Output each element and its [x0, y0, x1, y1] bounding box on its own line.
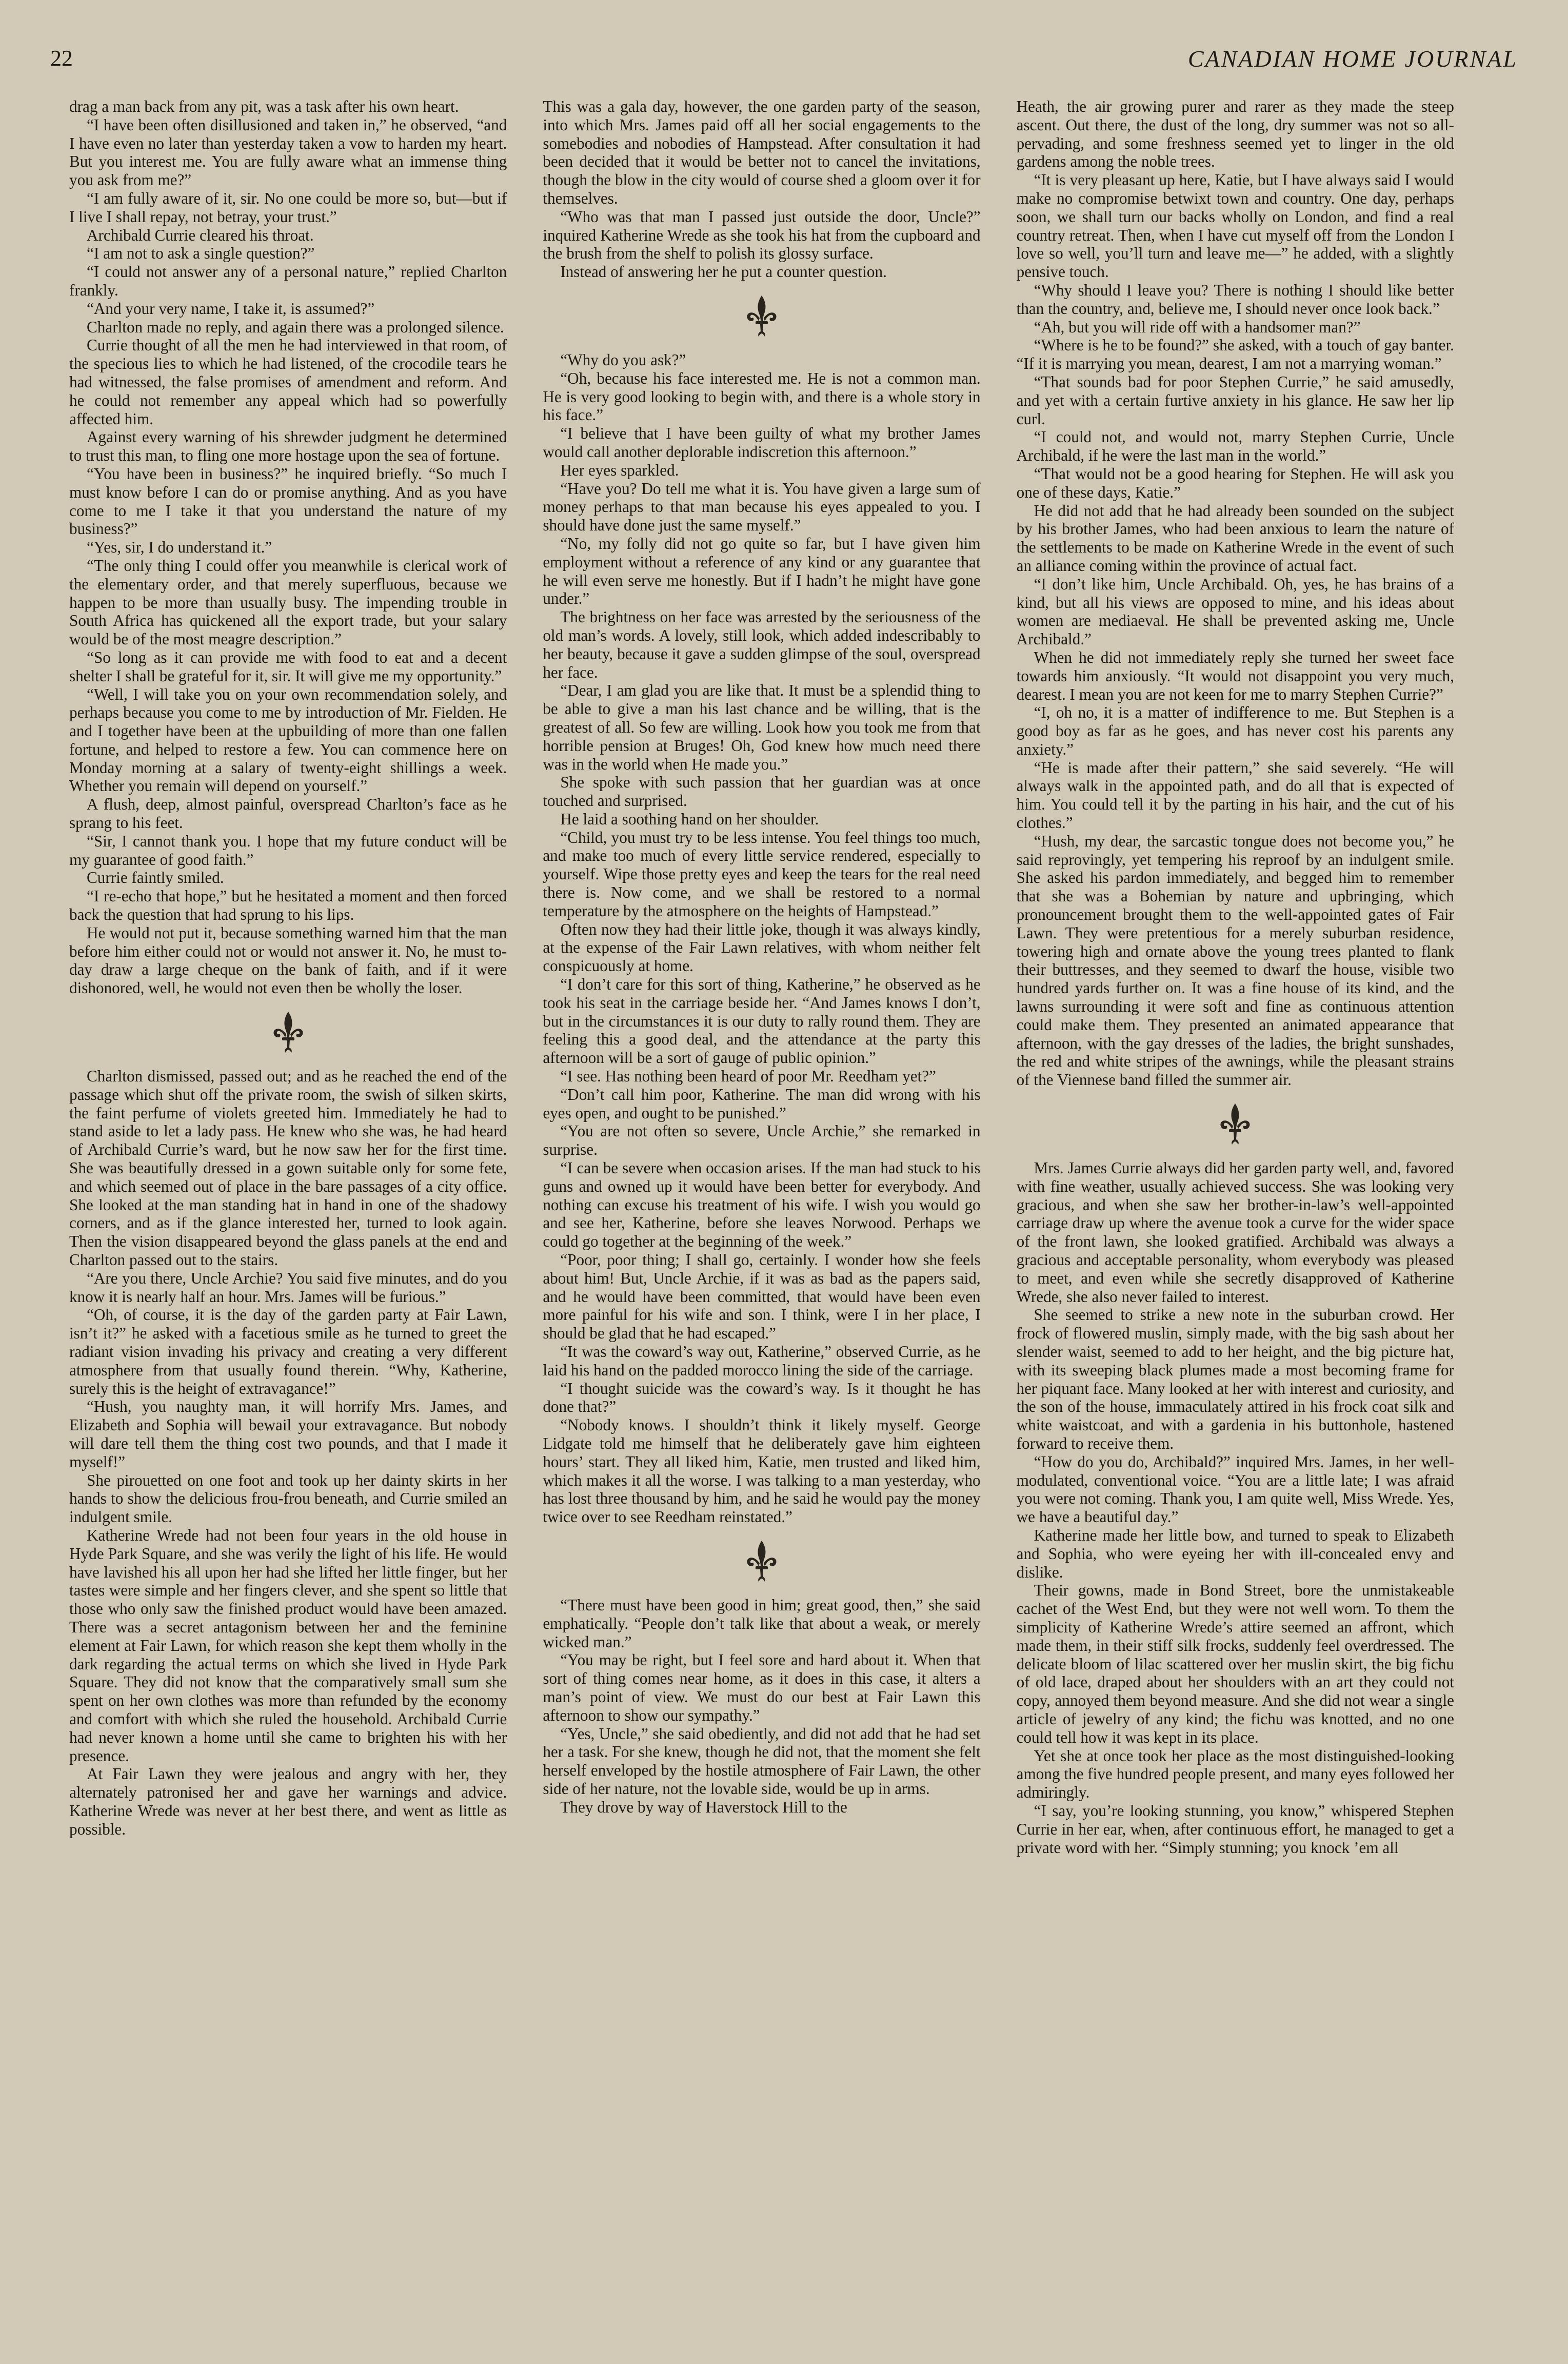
paragraph: “Well, I will take you on your own recommendation solely, and perhaps because you come to me by introduction of Mr. Fielden. He and I together have been at the upbuilding of more than one fallen fortune, and helped to restore a few. You can commence here on Monday morning at a salary of twenty-eight shillings a week. Whether you remain will depend on yourself.” [69, 685, 507, 795]
paragraph: He laid a soothing hand on her shoulder. [560, 810, 819, 828]
paragraph: “I re-echo that hope,” but he hesitated a moment and then forced back the question that had sprung to his lips. [69, 887, 507, 924]
paragraph: Currie thought of all the men he had interviewed in that room, of the specious lies to which he had listened, of the crocodile tears he had witnessed, the false promises of amendment and reform. And he could not remember any appeal which had so powerfully affected him. [69, 336, 507, 428]
paragraph: This was a gala day, however, the one garden party of the season, into which Mrs. James paid off all her social engagements to the somebodies and nobodies of Hampstead. After consultation it had been decided that it would be better not to cancel the invitations, though the blow in the city would of course shed a gloom over it for themselves. [543, 97, 981, 207]
paragraph: Charlton dismissed, passed out; and as he reached the end of the passage which shut off the private room, the swish of silken skirts, the faint perfume of violets greeted him. Immediately he had to stand aside to let a lady pass. He knew who she was, he had heard of Archibald Currie’s ward, but he now saw her for the first time. She was beautifully dressed in a gown suitable only for some fete, and which seemed out of place in the bare passages of a city office. She looked at the man standing hat in hand in one of the shadowy corners, and as if the glance interested her, turned to look again. Then the vision disappeared beyond the glass panels at the end and Charlton passed out to the stairs. [69, 1067, 507, 1269]
paragraph: “You may be right, but I feel sore and hard about it. When that sort of thing comes near home, as it does in this case, it alters a man’s point of view. We must do our best at Fair Lawn this afternoon to show our sympathy.” [543, 1651, 981, 1724]
paragraph: Yet she at once took her place as the most distinguished-looking among the five hundred people present, and many eyes followed her admiringly. [1016, 1746, 1454, 1802]
paragraph: “I, oh no, it is a matter of indifference to me. But Stephen is a good boy as far as he goes, and has never cost his parents any anxiety.” [1016, 703, 1454, 758]
paragraph: “Ah, but you will ride off with a handsomer man?” [1034, 318, 1361, 336]
paragraph: “Yes, sir, I do understand it.” [87, 538, 272, 557]
paragraph: “I thought suicide was the coward’s way. Is it thought he has done that?” [543, 1379, 981, 1416]
page-header [50, 45, 1518, 76]
paragraph: When he did not immediately reply she turned her sweet face towards him anxiously. “It would not disappoint you very much, dearest. I mean you are not keen for me to marry Stephen Currie?” [1016, 648, 1454, 703]
fleur-de-lis-icon [1017, 1093, 1454, 1155]
paragraph: “Hush, you naughty man, it will horrify Mrs. James, and Elizabeth and Sophia will bewail your extravagance. But nobody will dare tell them the thing cost two pounds, and that I made it myself!” [69, 1397, 507, 1471]
paragraph: “Dear, I am glad you are like that. It must be a splendid thing to be able to give a man his last chance and be willing, that is the greatest of all. So few are willing. Look how you took me from that horrible pension at Bruges! Oh, God knew how much need there was in the world when He made you.” [543, 681, 981, 773]
paragraph: The brightness on her face was arrested by the seriousness of the old man’s words. A lovely, still look, which added indescribably to her beauty, because it gave a sudden glimpse of the soul, overspread her face. [543, 608, 981, 681]
fleur-de-lis-icon [543, 285, 980, 347]
paragraph: Her eyes sparkled. [560, 461, 679, 479]
paragraph: She pirouetted on one foot and took up her dainty skirts in her hands to show the delicious frou-frou beneath, and Currie smiled an indulgent smile. [69, 1471, 507, 1526]
paragraph: “So long as it can provide me with food to eat and a decent shelter I shall be grateful for it, sir. It will give me my opportunity.” [69, 648, 507, 685]
journal-title: CANADIAN HOME JOURNAL [1187, 46, 1518, 72]
paragraph: She seemed to strike a new note in the suburban crowd. Her frock of flowered muslin, simply made, with the big sash about her slender waist, seemed to add to her height, and the big picture hat, with its sweeping black plumes made a most becoming frame for her piquant face. Many looked at her with interest and curiosity, and the son of the house, immaculately attired in his frock coat silk and white waistcoat, and with a gardenia in his buttonhole, hastened forward to receive them. [1016, 1306, 1454, 1452]
paragraph: “No, my folly did not go quite so far, but I have given him employment without a reference of any kind or any guarantee that he will even serve me honestly. But if I hadn’t he might have gone under.” [543, 534, 981, 608]
paragraph: She spoke with such passion that her guardian was at once touched and surprised. [543, 773, 981, 810]
paragraph: “Where is he to be found?” she asked, with a touch of gay banter. “If it is marrying you mean, dearest, I am not a marrying woman.” [1016, 336, 1454, 373]
fleur-de-lis-icon [543, 1530, 980, 1592]
paragraph: “I could not answer any of a personal nature,” replied Charlton frankly. [69, 263, 507, 299]
paragraph: “I don’t like him, Uncle Archibald. Oh, yes, he has brains of a kind, but all his views are opposed to mine, and his ideas about women are mediaeval. He shall be prevented asking me, Uncle Archibald.” [1016, 575, 1454, 648]
paragraph: A flush, deep, almost painful, overspread Charlton’s face as he sprang to his feet. [69, 795, 507, 832]
paragraph: “It was the coward’s way out, Katherine,” observed Currie, as he laid his hand on the padded morocco lining the side of the carriage. [543, 1343, 981, 1379]
paragraph: “That would not be a good hearing for Stephen. He will ask you one of these days, Katie.” [1016, 464, 1454, 501]
paragraph: Archibald Currie cleared his throat. [87, 226, 314, 244]
paragraph: “It is very pleasant up here, Katie, but I have always said I would make no compromise betwixt town and country. One day, perhaps soon, we shall turn our backs wholly on London, and find a real country retreat. Then, when I have cut myself off from the London I love so well, you’ll turn and leave me—” he added, with a slightly pensive touch. [1016, 171, 1454, 281]
paragraph: Katherine Wrede had not been four years in the old house in Hyde Park Square, and she was verily the light of his life. He would have lavished his all upon her had she lifted her little finger, but her tastes were simple and her fingers clever, and she spent so little that those who only saw the finished product would have been amazed. There was a secret antagonism between her and the feminine element at Fair Lawn, for which reason she kept them wholly in the dark regarding the actual terms on which she lived in Hyde Park Square. They did not know that the comparatively small sum she spent on her own clothes was more than refunded by the economy and comfort with which she ruled the household. Archibald Currie had never known a home until she came to brighten his with her presence. [69, 1526, 507, 1765]
column-2 [543, 97, 980, 2345]
paragraph: Currie faintly smiled. [87, 869, 224, 887]
paragraph: “How do you do, Archibald?” inquired Mrs. James, in her well-modulated, conventional voice. “You are a little late; I was afraid you were not coming. Thank you, I am quite well, Miss Wrede. Yes, we have a beautiful day.” [1016, 1452, 1454, 1526]
paragraph: drag a man back from any pit, was a task after his own heart. [69, 97, 459, 115]
paragraph: “I am fully aware of it, sir. No one could be more so, but—but if I live I shall repay, not betray, your trust.” [69, 189, 507, 226]
paragraph: “I believe that I have been guilty of what my brother James would call another deplorable indiscretion this afternoon.” [543, 424, 981, 461]
paragraph: “Child, you must try to be less intense. You feel things too much, and make too much of every little service rendered, especially to yourself. Wipe those pretty eyes and keep the tears for the real need there is. Now come, and we shall be restored to a normal temperature by the atmosphere on the heights of Hampstead.” [543, 828, 981, 920]
paragraph: “Don’t call him poor, Katherine. The man did wrong with his eyes open, and ought to be punished.” [543, 1085, 981, 1122]
paragraph: “I could not, and would not, marry Stephen Currie, Uncle Archibald, if he were the last man in the world.” [1016, 428, 1454, 465]
paragraph: “I see. Has nothing been heard of poor Mr. Reedham yet?” [560, 1067, 936, 1086]
paragraph: “I say, you’re looking stunning, you know,” whispered Stephen Currie in her ear, when, after continuous effort, he managed to get a private word with her. “Simply stunning; you knock ’em all [1016, 1801, 1454, 1857]
paragraph: “The only thing I could offer you meanwhile is clerical work of the elementary order, and that merely superfluous, because we happen to be more than usually busy. The impending trouble in South Africa has quickened all the export trade, but your salary would be of the most meagre description.” [69, 556, 507, 648]
paragraph: “I am not to ask a single question?” [87, 244, 315, 263]
paragraph: Charlton made no reply, and again there was a prolonged silence. [87, 318, 504, 336]
paragraph: “Oh, of course, it is the day of the garden party at Fair Lawn, isn’t it?” he asked with a facetious smile as he turned to greet the radiant vision invading his privacy and creating a very different atmosphere from that usually found therein. “Why, Katherine, surely this is the height of extravagance!” [69, 1306, 507, 1397]
paragraph: Against every warning of his shrewder judgment he determined to trust this man, to fling one more hostage upon the sea of fortune. [69, 428, 507, 465]
paragraph: “Who was that man I passed just outside the door, Uncle?” inquired Katherine Wrede as she took his hat from the cupboard and the brush from the shelf to polish its glossy surface. [543, 207, 981, 263]
paragraph: “I have been often disillusioned and taken in,” he observed, “and I have even no later than yesterday taken a vow to harden my heart. But you interest me. You are fully aware what an immense thing you ask from me?” [69, 115, 507, 189]
paragraph: “I can be severe when occasion arises. If the man had stuck to his guns and owned up it would have been better for everybody. And nothing can excuse his treatment of his wife. I wish you would go and see her, Katherine, before she leaves Norwood. Perhaps we could go together at the beginning of the week.” [543, 1159, 981, 1251]
paragraph: “Oh, because his face interested me. He is not a common man. He is very good looking to begin with, and there is a whole story in his face.” [543, 369, 981, 424]
fleur-de-lis-icon [69, 1001, 507, 1063]
paragraph: Their gowns, made in Bond Street, bore the unmistakeable cachet of the West End, but they were not well worn. To them the simplicity of Katherine Wrede’s attire seemed an affront, which made them, in their stiff silk frocks, suddenly feel overdressed. The delicate bloom of lilac scattered over her muslin skirt, the big fichu of old lace, draped about her shoulders with an art they could not copy, annoyed them beyond measure. And she did not wear a single article of jewelry of any kind; the fichu was knotted, and no one could tell how it was kept in its place. [1016, 1581, 1454, 1746]
paragraph: “Nobody knows. I shouldn’t think it likely myself. George Lidgate told me himself that he deliberately gave him eighteen hours’ start. They all liked him, Katie, men trusted and liked him, which makes it all the worse. I was talking to a man yesterday, who has lost three thousand by him, and he said he would pay the money twice over to see Reedham reinstated.” [543, 1416, 981, 1526]
paragraph: Katherine made her little bow, and turned to speak to Elizabeth and Sophia, who were eyeing her with ill-concealed envy and dislike. [1016, 1526, 1454, 1581]
paragraph: “Yes, Uncle,” she said obediently, and did not add that he had set her a task. For she knew, though he did not, that the moment she felt herself enveloped by the hostile atmosphere of Fair Lawn, the other side of her nature, not the lovable side, would be up in arms. [543, 1724, 981, 1798]
paragraph: “Have you? Do tell me what it is. You have given a large sum of money perhaps to that man because his eyes appealed to you. I should have done just the same myself.” [543, 479, 981, 535]
paragraph: At Fair Lawn they were jealous and angry with her, they alternately patronised her and gave her warnings and advice. Katherine Wrede was never at her best there, and went as little as possible. [69, 1765, 507, 1838]
text-columns [69, 97, 1454, 2345]
paragraph: “Hush, my dear, the sarcastic tongue does not become you,” he said reprovingly, yet tempering his reproof by an indulgent smile. She asked his pardon immediately, and begged him to remember that she was a Bohemian by nature and upbringing, which pronouncement brought them to the well-appointed gates of Fair Lawn. They were pretentious for a merely suburban residence, towering high and ornate above the young trees planted to flank their buttresses, and they seemed to dwarf the house, visible two hundred yards further on. It was a fine house of its kind, and the lawns surrounding it were soft and fine as continuous attention could make them. They presented an animated appearance that afternoon, with the gay dresses of the ladies, the bright sunshades, the red and white stripes of the awnings, while the pleasant strains of the Viennese band filled the summer air. [1016, 832, 1454, 1089]
paragraph: “Are you there, Uncle Archie? You said five minutes, and do you know it is nearly half an hour. Mrs. James will be furious.” [69, 1269, 507, 1306]
page-number: 22 [50, 46, 73, 71]
paragraph: Heath, the air growing purer and rarer as they made the steep ascent. Out there, the dust of the long, dry summer was not so all-pervading, and some freshness seemed yet to linger in the old gardens among the noble trees. [1016, 97, 1454, 171]
paragraph: “You have been in business?” he inquired briefly. “So much I must know before I can do or promise anything. And as you have come to me I take it that you understand the nature of my business?” [69, 464, 507, 538]
paragraph: “Sir, I cannot thank you. I hope that my future conduct will be my guarantee of good faith.” [69, 832, 507, 869]
paragraph: “Poor, poor thing; I shall go, certainly. I wonder how she feels about him! But, Uncle Archie, if it was as bad as the papers said, and he would have been committed, that would have been even more painful for his wife and son. I think, were I in her place, I should be glad that he had escaped.” [543, 1251, 981, 1343]
paragraph: “He is made after their pattern,” she said severely. “He will always walk in the appointed path, and do all that is expected of him. You could tell it by the parting in his hair, and the cut of his clothes.” [1016, 758, 1454, 832]
paragraph: “I don’t care for this sort of thing, Katherine,” he observed as he took his seat in the carriage beside her. “And James knows I don’t, but in the circumstances it is our duty to rally round them. They are feeling this a good deal, and the attendance at the party this afternoon will be a sort of gauge of public opinion.” [543, 975, 981, 1067]
paragraph: He would not put it, because something warned him that the man before him either could not or would not answer it. No, he must to-day draw a large cheque on the bank of faith, and if it were dishonored, well, he would not even then be wholly the loser. [69, 923, 507, 997]
paragraph: They drove by way of Haverstock Hill to the [560, 1798, 847, 1816]
paragraph: “That sounds bad for poor Stephen Currie,” he said amusedly, and yet with a certain furtive anxiety in his glance. He saw her lip curl. [1016, 372, 1454, 428]
paragraph: “Why should I leave you? There is nothing I should like better than the country, and, believe me, I should never once look back.” [1016, 281, 1454, 318]
paragraph: Mrs. James Currie always did her garden party well, and, favored with fine weather, usually achieved success. She was looking very gracious, and when she saw her brother-in-law’s well-appointed carriage draw up where the avenue took a curve for the wider space of the front lawn, she looked gratified. Archibald was always a gracious and acceptable personality, whom everybody was pleased to meet, and even while she secretly disapproved of Katherine Wrede, she also never failed to interest. [1016, 1159, 1454, 1306]
paragraph: Often now they had their little joke, though it was always kindly, at the expense of the Fair Lawn relatives, with whom neither felt conspicuously at home. [543, 920, 981, 975]
paragraph: “And your very name, I take it, is assumed?” [87, 299, 375, 318]
paragraph: He did not add that he had already been sounded on the subject by his brother James, who had been anxious to learn the nature of the settlements to be made on Katherine Wrede in the event of such an alliance coming within the province of actual fact. [1016, 501, 1454, 575]
paragraph: Instead of answering her he put a counter question. [560, 263, 887, 281]
column-3 [1017, 97, 1454, 2345]
paragraph: “There must have been good in him; great good, then,” she said emphatically. “People don’t talk like that about a weak, or merely wicked man.” [543, 1595, 981, 1651]
column-1 [69, 97, 507, 2345]
paragraph: “Why do you ask?” [560, 350, 686, 369]
paragraph: “You are not often so severe, Uncle Archie,” she remarked in surprise. [543, 1122, 981, 1159]
